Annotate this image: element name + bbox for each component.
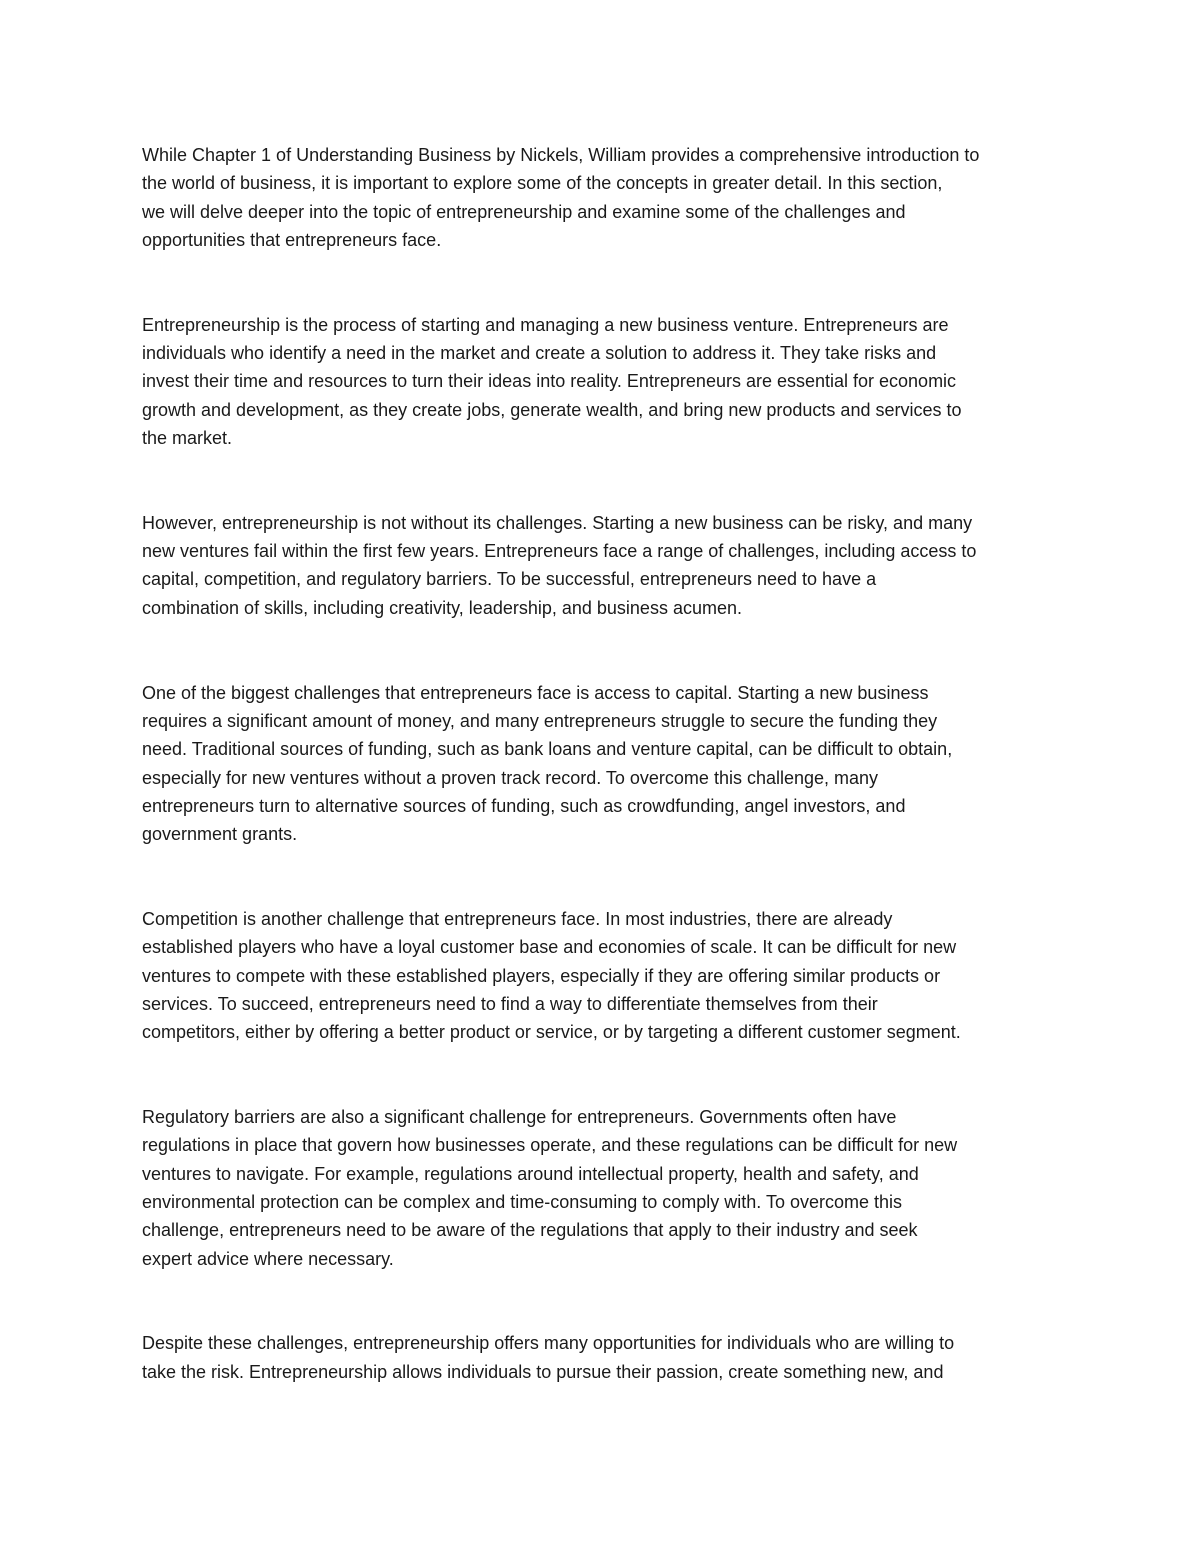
text-line: take the risk. Entrepreneurship allows individuals to pursue their passion, create something new, and bbox=[142, 1361, 944, 1382]
text-line: entrepreneurs turn to alternative sources of funding, such as crowdfunding, angel investors, and bbox=[142, 795, 906, 816]
text-line: individuals who identify a need in the market and create a solution to address it. They take risks and bbox=[142, 343, 937, 364]
text-line: requires a significant amount of money, and many entrepreneurs struggle to secure the funding they bbox=[142, 710, 938, 731]
text-line: the world of business, it is important to explore some of the concepts in greater detail. In this section, bbox=[142, 173, 943, 194]
text-line: growth and development, as they create jobs, generate wealth, and bring new products and services to bbox=[142, 399, 962, 420]
text-line: especially for new ventures without a proven track record. To overcome this challenge, many bbox=[142, 767, 879, 788]
text-line: invest their time and resources to turn their ideas into reality. Entrepreneurs are essential for economic bbox=[142, 371, 957, 392]
text-line: the market. bbox=[142, 427, 233, 448]
text-line: ventures to navigate. For example, regulations around intellectual property, health and safety, and bbox=[142, 1163, 919, 1184]
text-line: Despite these challenges, entrepreneurship offers many opportunities for individuals who are willing to bbox=[142, 1333, 955, 1354]
text-line: capital, competition, and regulatory barriers. To be successful, entrepreneurs need to have a bbox=[142, 569, 877, 590]
text-line: challenge, entrepreneurs need to be aware of the regulations that apply to their industry and seek bbox=[142, 1220, 918, 1241]
text-line: government grants. bbox=[142, 824, 298, 845]
paragraph-capital bbox=[142, 679, 1060, 849]
text-line: need. Traditional sources of funding, such as bank loans and venture capital, can be difficult to obtain, bbox=[142, 739, 953, 760]
text-line: Entrepreneurship is the process of starting and managing a new business venture. Entrepreneurs are bbox=[142, 314, 949, 335]
text-line: However, entrepreneurship is not without its challenges. Starting a new business can be risky, and many bbox=[142, 512, 973, 533]
text-line: opportunities that entrepreneurs face. bbox=[142, 229, 442, 250]
text-line: ventures to compete with these established players, especially if they are offering similar products or bbox=[142, 965, 941, 986]
text-line: new ventures fail within the first few years. Entrepreneurs face a range of challenges, including access to bbox=[142, 541, 977, 562]
text-line: Competition is another challenge that entrepreneurs face. In most industries, there are already bbox=[142, 909, 893, 930]
text-line: expert advice where necessary. bbox=[142, 1248, 394, 1269]
paragraph-opportunities bbox=[142, 1329, 1060, 1386]
text-line: While Chapter 1 of Understanding Business by Nickels, William provides a comprehensive introduction to bbox=[142, 145, 980, 165]
text-line: combination of skills, including creativity, leadership, and business acumen. bbox=[142, 597, 742, 618]
text-line: established players who have a loyal customer base and economies of scale. It can be difficult for new bbox=[142, 937, 957, 958]
paragraph-definition bbox=[142, 311, 1060, 452]
text-line: Regulatory barriers are also a significant challenge for entrepreneurs. Governments often have bbox=[142, 1107, 897, 1128]
text-line: environmental protection can be complex and time-consuming to comply with. To overcome this bbox=[142, 1191, 903, 1212]
paragraph-challenges bbox=[142, 509, 1060, 622]
text-line: One of the biggest challenges that entrepreneurs face is access to capital. Starting a new business bbox=[142, 682, 929, 703]
text-line: services. To succeed, entrepreneurs need to find a way to differentiate themselves from their bbox=[142, 993, 878, 1014]
paragraph-intro bbox=[142, 141, 1060, 254]
paragraph-regulation bbox=[142, 1103, 1060, 1273]
document-body bbox=[142, 141, 1060, 1443]
text-line: we will delve deeper into the topic of entrepreneurship and examine some of the challenges and bbox=[142, 201, 906, 222]
text-line: competitors, either by offering a better product or service, or by targeting a different customer segment. bbox=[142, 1022, 961, 1043]
text-line: regulations in place that govern how businesses operate, and these regulations can be difficult for new bbox=[142, 1135, 958, 1156]
paragraph-competition bbox=[142, 905, 1060, 1046]
